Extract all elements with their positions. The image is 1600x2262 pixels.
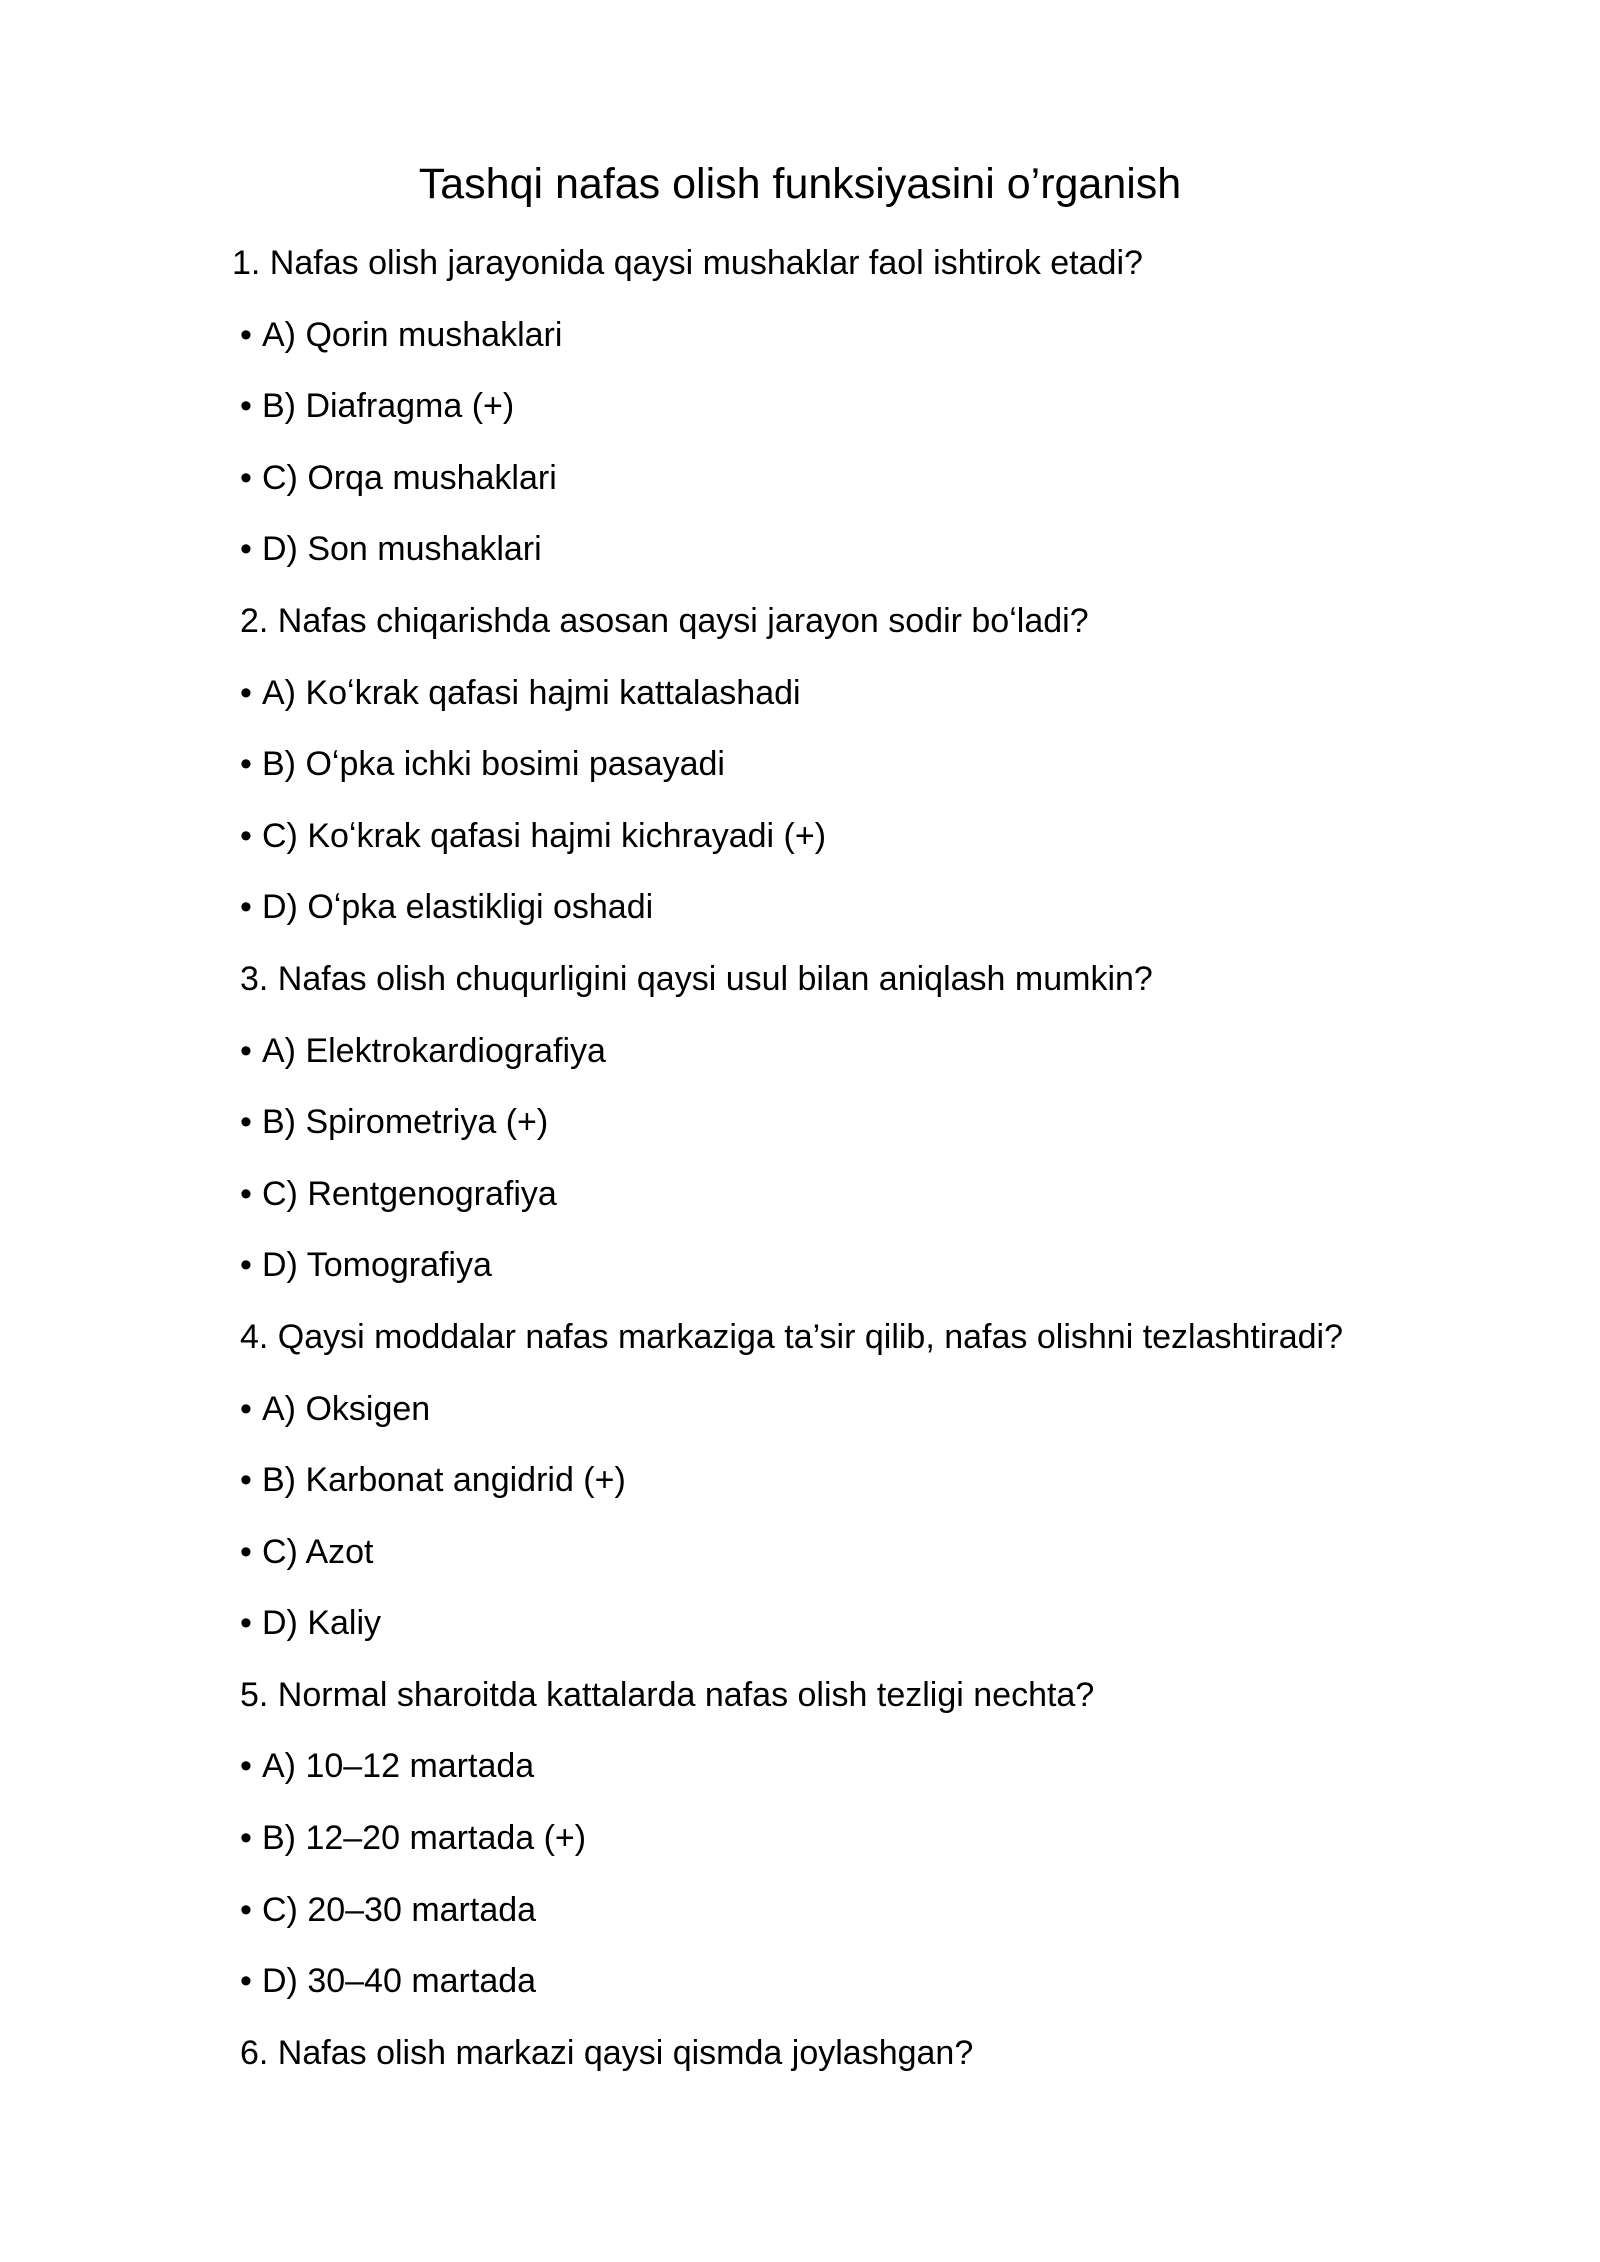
question-1-option-c: [232, 453, 1432, 525]
bullet-icon: •: [240, 673, 252, 712]
document-title: Tashqi nafas olish funksiyasini o’rganish: [418, 160, 1182, 208]
bullet-icon: •: [240, 888, 252, 927]
option-label: A) 10–12 martada: [262, 1747, 535, 1786]
question-4: 4. Qaysi moddalar nafas markaziga ta’sir qilib, nafas olishni tezlashtiradi?: [240, 1317, 1344, 1356]
question-4-option-a: [232, 1384, 1432, 1456]
bullet-icon: •: [240, 1461, 252, 1500]
option-label: C) Orqa mushaklari: [262, 458, 557, 497]
option-label: A) Oksigen: [262, 1389, 431, 1428]
question-3-option-c: [232, 1169, 1432, 1241]
bullet-icon: •: [240, 315, 252, 354]
question-5-option-a: [232, 1741, 1432, 1813]
option-label: B) Oʻpka ichki bosimi pasayadi: [262, 745, 725, 784]
bullet-icon: •: [240, 1532, 252, 1571]
question-5: 5. Normal sharoitda kattalarda nafas olish tezligi nechta?: [240, 1675, 1095, 1714]
bullet-icon: •: [240, 1031, 252, 1070]
question-5-option-c: [232, 1885, 1432, 1957]
question-2-option-c: [232, 811, 1432, 883]
question-5-option-b: [232, 1813, 1432, 1885]
option-label: C) 20–30 martada: [262, 1890, 537, 1929]
question-4-option-d: [232, 1598, 1432, 1670]
option-label: B) Spirometriya (+): [262, 1103, 549, 1142]
bullet-icon: •: [240, 1103, 252, 1142]
option-label: D) Tomografiya: [262, 1246, 492, 1285]
bullet-icon: •: [240, 387, 252, 426]
question-1-option-d: [232, 524, 1432, 596]
option-label: D) Son mushaklari: [262, 530, 542, 569]
question-2-option-d: [232, 882, 1432, 954]
question-2-option-a: [232, 668, 1432, 740]
bullet-icon: •: [240, 1246, 252, 1285]
bullet-icon: •: [240, 816, 252, 855]
option-label: C) Azot: [262, 1532, 374, 1571]
option-label: C) Rentgenografiya: [262, 1174, 557, 1213]
option-label: C) Koʻkrak qafasi hajmi kichrayadi (+): [262, 816, 827, 855]
bullet-icon: •: [240, 1174, 252, 1213]
bullet-icon: •: [240, 745, 252, 784]
question-3-option-d: [232, 1240, 1432, 1312]
option-label: D) Kaliy: [262, 1604, 382, 1643]
option-label: A) Elektrokardiografiya: [262, 1031, 606, 1070]
bullet-icon: •: [240, 1962, 252, 2001]
question-2: 2. Nafas chiqarishda asosan qaysi jarayon sodir boʻladi?: [240, 601, 1089, 640]
question-3-option-b: [232, 1097, 1432, 1169]
option-label: B) Diafragma (+): [262, 387, 515, 426]
option-label: B) 12–20 martada (+): [262, 1819, 587, 1858]
question-3: 3. Nafas olish chuqurligini qaysi usul bilan aniqlash mumkin?: [240, 959, 1153, 998]
bullet-icon: •: [240, 1747, 252, 1786]
option-label: A) Qorin mushaklari: [262, 315, 563, 354]
question-6: 6. Nafas olish markazi qaysi qismda joylashgan?: [240, 2033, 974, 2072]
question-4-option-b: [232, 1455, 1432, 1527]
question-1-option-b: [232, 381, 1432, 453]
bullet-icon: •: [240, 458, 252, 497]
bullet-icon: •: [240, 530, 252, 569]
question-5-option-d: [232, 1956, 1432, 2028]
question-2-option-b: [232, 739, 1432, 811]
question-4-option-c: [232, 1527, 1432, 1599]
bullet-icon: •: [240, 1819, 252, 1858]
question-list: [232, 238, 1432, 2099]
question-3-option-a: [232, 1026, 1432, 1098]
bullet-icon: •: [240, 1389, 252, 1428]
option-label: B) Karbonat angidrid (+): [262, 1461, 626, 1500]
bullet-icon: •: [240, 1890, 252, 1929]
option-label: A) Koʻkrak qafasi hajmi kattalashadi: [262, 673, 801, 712]
option-label: D) 30–40 martada: [262, 1962, 537, 2001]
bullet-icon: •: [240, 1604, 252, 1643]
question-1: 1. Nafas olish jarayonida qaysi mushaklar faol ishtirok etadi?: [232, 244, 1143, 282]
question-1-option-a: [232, 310, 1432, 382]
option-label: D) Oʻpka elastikligi oshadi: [262, 888, 654, 927]
